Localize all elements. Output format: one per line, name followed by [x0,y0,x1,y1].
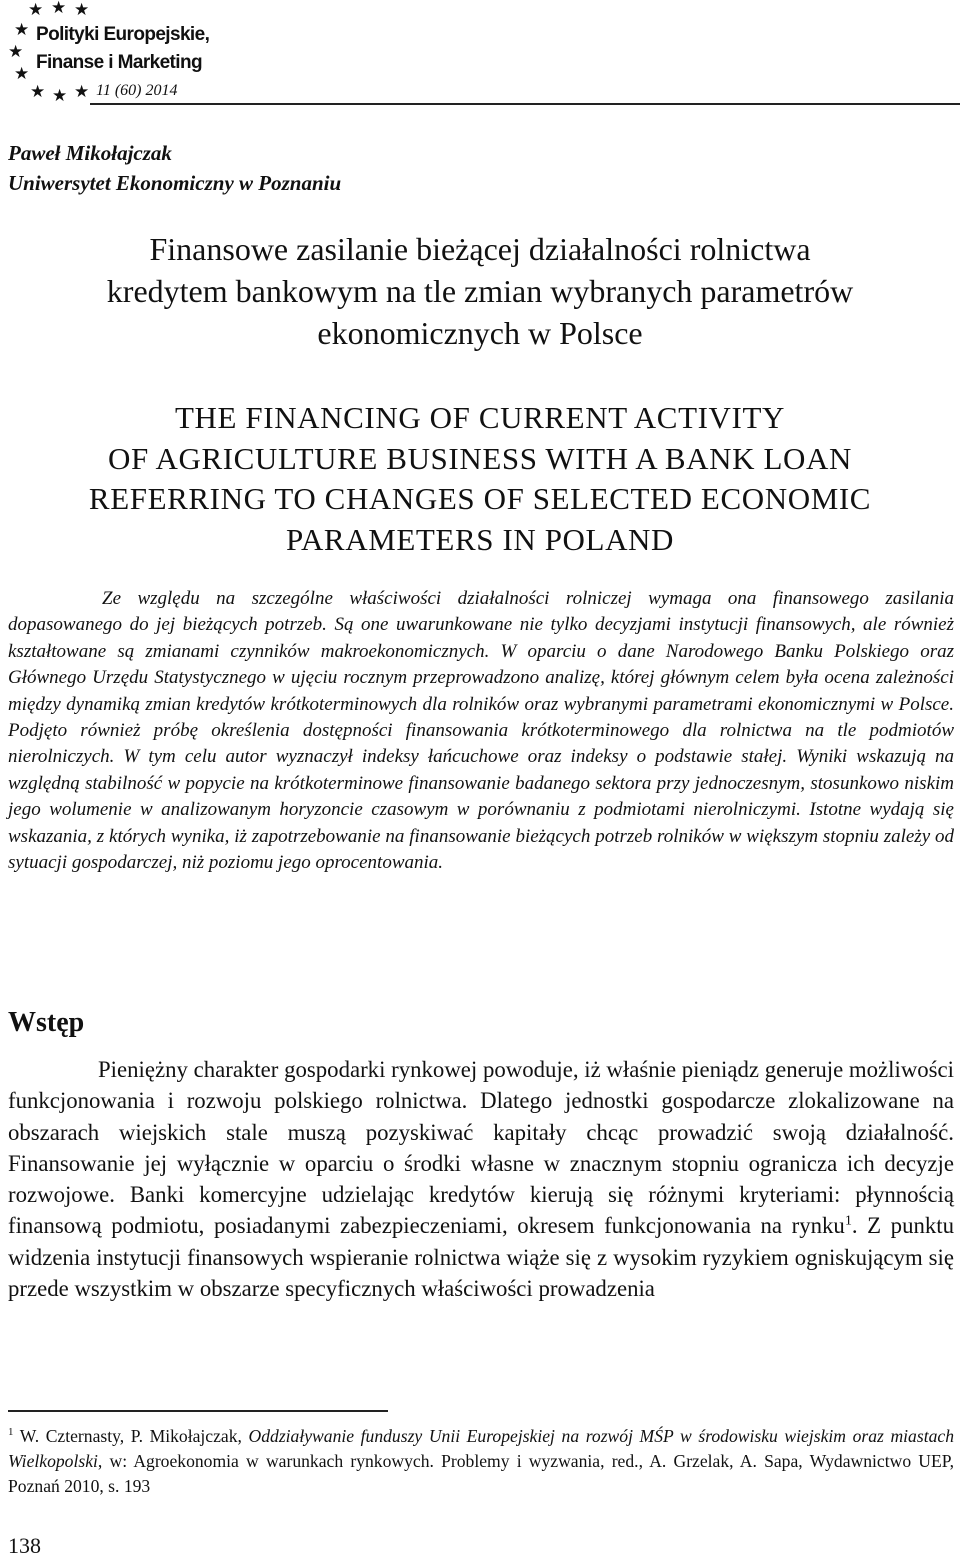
journal-logo [6,0,210,106]
title-english-line: PARAMETERS IN POLAND [285,521,675,557]
star-icon: ★ [14,64,30,84]
footnote-number: 1 [8,1426,14,1439]
body-text-part: Pieniężny charakter gospodarki rynkowej powoduje, iż właśnie pieniądz generuje możliwości funkcjonowania i rozwoju polskiego rolnictwa. Dlatego jednostki gospodarcze zlokalizowane na obszarach wiejskich stale muszą pozyskiwać kapitały chcąc prowadzić swoją działalność. Finansowanie jej wyłącznie w oparciu o środki własne w znacznym stopniu ogranicza ich decyzje rozwojowe. Banki komercyjne udzielając kredytów kierują się różnymi kryteriami: płynnością finansową podmiotu, posiadanymi zabezpieczeniami, okresem funkcjonowania na rynku [8,1057,954,1239]
author-affiliation: Uniwersytet Ekonomiczny w Poznaniu [8,171,342,195]
footnote-source: , w: Agroekonomia w warunkach rynkowych. Problemy i wyzwania, red., A. Grzelak, A. Sapa, Wydawnictwo UEP, Poznań 2010, s. 193 [8,1451,954,1496]
abstract: Ze względu na szczególne właściwości działalności rolniczej wymaga ona finansowego zasilania dopasowanego do jej bieżących potrzeb. Są one uwarunkowane nie tylko decyzjami instytucji finansowych, ale również kształtowane są zmianami czynników makroekonomicznych. W oparciu o dane Narodowego Banku Polskiego oraz Głównego Urzędu Statystycznego w ujęciu rocznym przeprowadzono analizę, której głównym celem była ocena zależności między dynamiką zmian kredytów krótkoterminowych dla rolników oraz wybranymi parametrami ekonomicznymi w Polsce. Podjęto również próbę określenia dostępności finansowania krótkoterminowego dla rolnictwa na tle podmiotów nierolniczych. W tym celu autor wyznaczył indeksy łańcuchowe oraz indeksy o podstawie stałej. Wyniki wskazują na względną stabilność w popycie na krótkoterminowe finansowanie badanego sektora przy jednoczesnym, stosunkowo niskim jego wolumenie w analizowanym horyzoncie czasowym w porównaniu z podmiotami nierolniczymi. Istotne wydają się wskazania, z których wynika, iż zapotrzebowanie na finansowanie bieżących potrzeb rolników w większym stopniu zależy od sytuacji gospodarczej, niż poziomu jego oprocentowania. [8,588,954,874]
star-icon: ★ [74,0,90,20]
footnote-title: Oddziaływanie funduszy Unii Europejskiej na rozwój MŚP w środowisku wiejskim oraz miastach Wielkopolski [8,1426,954,1471]
star-icon: ★ [28,0,44,20]
star-icon: ★ [74,82,90,102]
star-icon: ★ [8,42,24,62]
section-heading: Wstęp [8,1007,85,1038]
author-name: Paweł Mikołajczak [8,141,172,165]
body-paragraph [8,1054,954,1304]
page-number: 138 [8,1533,41,1558]
title-english-line: OF AGRICULTURE BUSINESS WITH A BANK LOAN [108,440,852,476]
footnote-authors: W. Czternasty, P. Mikołajczak, [13,1426,249,1446]
journal-name-line-1: Polityki Europejskie, [36,24,210,45]
star-icon: ★ [52,86,68,106]
journal-name-line-2: Finanse i Marketing [36,52,202,73]
header-rule [90,103,960,105]
body-text-part: . Z punktu widzenia instytucji finansowych wspieranie rolnictwa wiąże się z wysokim ryzykiem ogniskującym się przede wszystkim w obszarze specyficznych właściwości prowadzenia [8,1213,954,1302]
title-polish-line: Finansowe zasilanie bieżącej działalności rolnictwa [149,231,811,267]
title-english [0,398,960,560]
footnote-reference[interactable]: 1 [844,1212,852,1229]
footnote-rule [8,1410,388,1412]
star-icon: ★ [14,20,30,40]
title-polish-line: ekonomicznych w Polsce [317,315,643,351]
star-icon: ★ [30,82,46,102]
title-polish-line: kredytem bankowym na tle zmian wybranych parametrów [106,273,854,309]
title-english-line: THE FINANCING OF CURRENT ACTIVITY [175,400,785,435]
title-polish [0,228,960,354]
title-english-line: REFERRING TO CHANGES OF SELECTED ECONOMIC [88,481,872,516]
journal-header [6,0,960,106]
star-icon: ★ [51,0,67,18]
issue-number: 11 (60) 2014 [96,82,178,99]
footnote [8,1424,954,1499]
